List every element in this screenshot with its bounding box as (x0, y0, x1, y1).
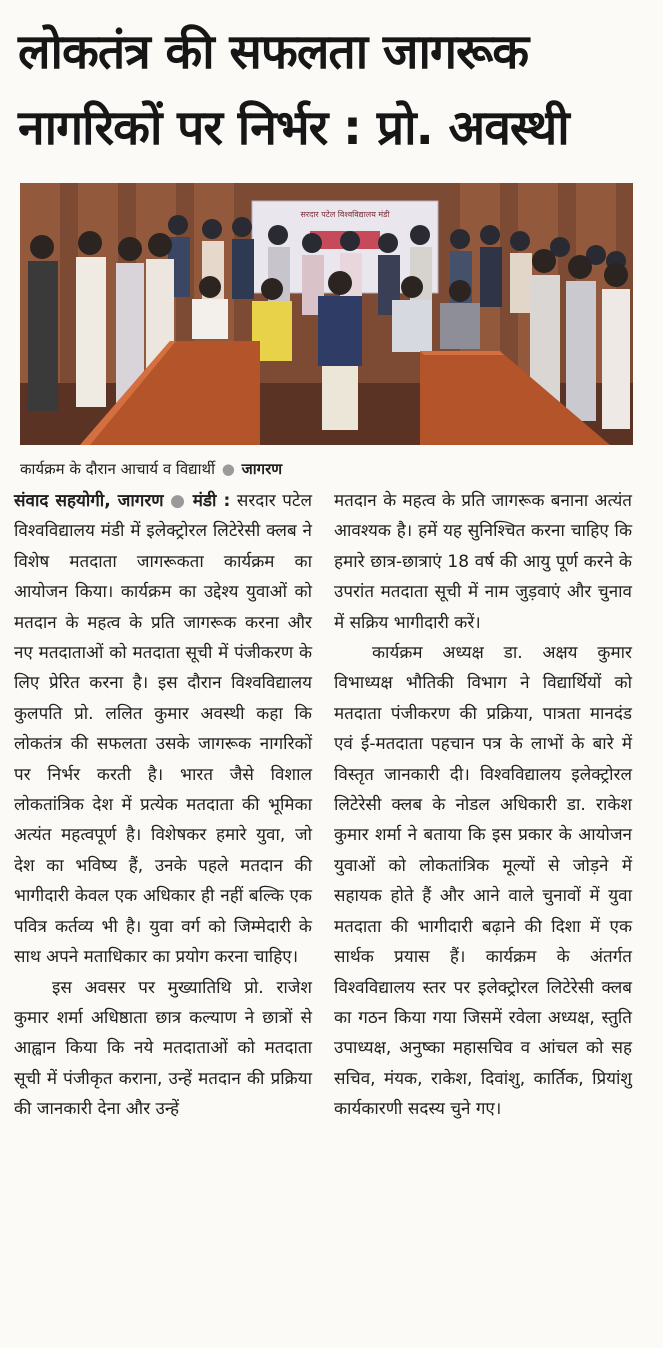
bullet-icon: ● (221, 460, 235, 478)
article-column-left (14, 486, 312, 1125)
headline-line-1: लोकतंत्र की सफलता जागरूक (18, 24, 529, 80)
article-paragraph: इस अवसर पर मुख्यातिथि प्रो. राजेश कुमार शर्मा अधिष्ठाता छात्र कल्याण ने छात्रों से आह्वान किया कि नये मतदाताओं को मतदाता सूची में पंजीकृत कराना, उन्हें मतदान की प्रक्रिया की जानकारी देना और उन्हें (14, 977, 312, 1120)
group-photo (20, 183, 633, 445)
byline: संवाद सहयोगी, जागरण (14, 491, 164, 511)
article-paragraph: मतदान के महत्व के प्रति जागरूक बनाना अत्यंत आवश्यक है। हमें यह सुनिश्चित करना चाहिए कि हमारे छात्र-छात्राएं 18 वर्ष की आयु पूर्ण करने के उपरांत मतदाता सूची में नाम जुड़वाएं और चुनाव में सक्रिय भागीदारी करें। (334, 491, 632, 633)
banner-text: सरदार पटेल विश्वविद्यालय मंडी (300, 210, 390, 219)
article-paragraph: कार्यक्रम अध्यक्ष डा. अक्षय कुमार विभाध्यक्ष भौतिकी विभाग ने विद्यार्थियों को मतदाता पंजीकरण की प्रक्रिया, पात्रता मानदंड एवं ई-मतदाता पहचान पत्र के लाभों के बारे में विस्तृत जानकारी दी। विश्वविद्यालय इलेक्ट्रोरल लिटेरेसी क्लब के नोडल अधिकारी डा. राकेश कुमार शर्मा ने बताया कि इस प्रकार के आयोजन युवाओं को लोकतांत्रिक मूल्यों से जोड़ने में सहायक होते हैं और आने वाले चुनावों में युवा मतदाता की भागीदारी बढ़ाने की दिशा में एक सार्थक प्रयास हैं। कार्यक्रम के अंतर्गत विश्वविद्यालय स्तर पर इलेक्ट्रोरल लिटेरेसी क्लब का गठन किया गया जिसमें रवेला अध्यक्ष, स्तुति उपाध्यक्ष, अनुष्का महासचिव व आंचल को सह सचिव, मंयक, राकेश, दिवांशु, कार्तिक, प्रियांशु कार्यकारणी सदस्य चुने गए। (334, 643, 632, 1120)
bullet-icon: ● (170, 491, 193, 511)
headline (18, 14, 648, 166)
caption-source: जागरण (241, 460, 283, 478)
photo-caption (20, 458, 633, 480)
article-paragraph (14, 486, 312, 973)
paragraph-text: सरदार पटेल विश्वविद्यालय मंडी में इलेक्ट्रोरल लिटेरेसी क्लब ने विशेष मतदाता जागरूकता कार्यक्रम का आयोजन किया। कार्यक्रम का उद्देश्य युवाओं को मतदान के महत्व के प्रति जागरूक करना और नए मतदाताओं को मतदाता सूची में पंजीकरण के लिए प्रेरित करना है। इस दौरान विश्वविद्यालय कुलपति प्रो. ललित कुमार अवस्थी कहा कि लोकतंत्र की सफलता उसके जागरूक नागरिकों पर निर्भर करती है। भारत जैसे विशाल लोकतांत्रिक देश में प्रत्येक मतदाता की भूमिका अत्यंत महत्वपूर्ण है। विशेषकर हमारे युवा, जो देश का भविष्य हैं, उनके पहले मतदान की भागीदारी केवल एक अधिकार ही नहीं बल्कि एक पवित्र कर्तव्य भी है। युवा वर्ग को जिम्मेदारी के साथ अपने मताधिकार का प्रयोग करना चाहिए। (14, 491, 313, 968)
headline-line-2: नागरिकों पर निर्भर : प्रो. अवस्थी (18, 100, 569, 156)
group-photo-illustration (20, 183, 633, 445)
caption-text: कार्यक्रम के दौरान आचार्य व विद्यार्थी (20, 460, 215, 478)
byline-place: मंडी : (192, 491, 231, 511)
article-column-right (334, 486, 632, 1125)
